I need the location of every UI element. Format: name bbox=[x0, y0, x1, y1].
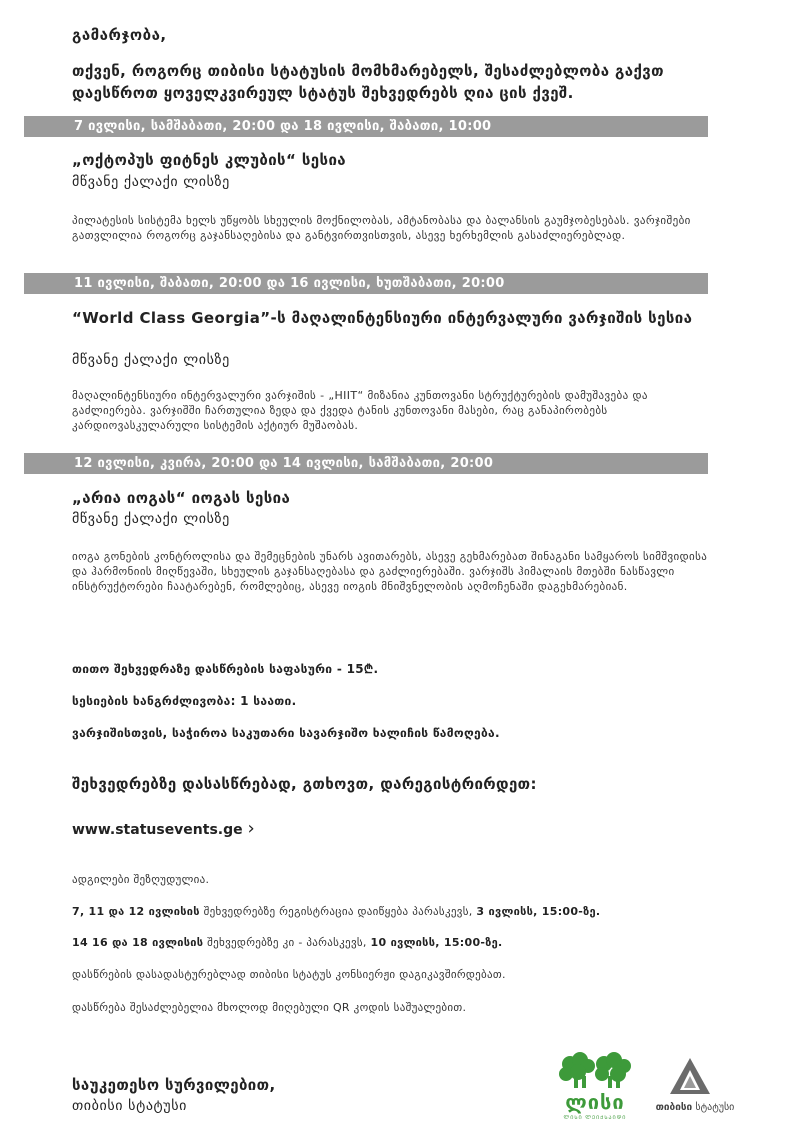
chevron-right-icon: › bbox=[247, 818, 255, 839]
intro-text: თქვენ, როგორც თიბისი სტატუსის მომხმარებელს, შესაძლებლობა გაქვთ დაესწროთ ყოველკვირეულ სტატუს შეხვედრებს ღია ცის ქვეშ. bbox=[72, 62, 664, 102]
session-2-location: მწვანე ქალაქი ლისზე bbox=[72, 352, 230, 368]
reg1-dates: 7, 11 და 12 ივლისის bbox=[72, 905, 200, 918]
signoff-line-2: თიბისი სტატუსი bbox=[72, 1098, 187, 1114]
registration-cta: შეხვედრებზე დასასწრებად, გთხოვთ, დარეგისტრირდეთ: bbox=[72, 775, 537, 793]
session-1-location: მწვანე ქალაქი ლისზე bbox=[72, 174, 230, 190]
reg2-text: შეხვედრებზე კი - პარასკევს, bbox=[203, 936, 371, 949]
reg2-start: 10 ივლისს, 15:00-ზე. bbox=[370, 936, 503, 949]
registration-link[interactable] bbox=[72, 818, 255, 839]
status-logo-light: სტატუსი bbox=[695, 1102, 735, 1113]
session-3-title: „არია იოგას“ იოგას სესია bbox=[72, 489, 291, 507]
reg1-start: 3 ივლისს, 15:00-ზე. bbox=[476, 905, 601, 918]
note-registration-2 bbox=[72, 936, 503, 949]
status-triangle-logo bbox=[668, 1056, 712, 1096]
status-logo-bold: თიბისი bbox=[655, 1102, 693, 1113]
session-1-dates: 7 ივლისი, სამშაბათი, 20:00 და 18 ივლისი, შაბათი, 10:00 bbox=[24, 116, 708, 137]
session-2-title: “World Class Georgia”-ს მაღალინტენსიური ინტერვალური ვარჯიშის სესია bbox=[72, 309, 693, 327]
session-1-description: პილატესის სისტემა ხელს უწყობს სხეულის მოქნილობას, ამტანობასა და ბალანსის გაუმჯობესებას. ვარჯიშები გათვლილია როგორც გაჯანსაღებისა და განტვირთვისთვის, ასევე ხერხემლის გასაძლიერებლად. bbox=[72, 214, 691, 242]
lisi-logo-subtext: ᲚᲘᲡᲘ ᲚᲔᲘᲥᲡᲐᲘᲓᲘ bbox=[563, 1115, 627, 1121]
note-concierge: დასწრების დასადასტურებლად თიბისი სტატუს კონსიერჟი დაგიკავშირდებათ. bbox=[72, 968, 506, 981]
info-mat: ვარჯიშისთვის, საჭიროა საკუთარი სავარჯიშო ხალიჩის წამოღება. bbox=[72, 726, 500, 740]
session-2-dates: 11 ივლისი, შაბათი, 20:00 და 16 ივლისი, ხუთშაბათი, 20:00 bbox=[24, 273, 708, 294]
note-registration-1 bbox=[72, 905, 600, 918]
session-1-title: „ოქტოპუს ფიტნეს კლუბის“ სესია bbox=[72, 151, 346, 169]
reg2-dates: 14 16 და 18 ივლისის bbox=[72, 936, 204, 949]
note-qr: დასწრება შესაძლებელია მხოლოდ მიღებული QR კოდის საშუალებით. bbox=[72, 1001, 467, 1014]
session-3-description: იოგა გონების კონტროლისა და შემეცნების უნარს ავითარებს, ასევე გეხმარებათ შინაგანი სამყაროს სიმშვიდისა და ჰარმონიის მიღწევაში, სხეულის გაჯანსაღებასა და გაძლიერებაში. ვარჯიშს ჰიმალაის მთებში ნასწავლი ინსტრუქტორები ჩაატარებენ, რომლებიც, ასევე იოგის მნიშვნელობის აღმოჩენაში დაგეხმარებიან. bbox=[72, 550, 708, 593]
info-price: თითო შეხვედრაზე დასწრების საფასური - 15₾. bbox=[72, 662, 379, 676]
signoff-line-1: საუკეთესო სურვილებით, bbox=[72, 1076, 276, 1094]
registration-url[interactable]: www.statusevents.ge bbox=[72, 822, 243, 838]
status-logo-text bbox=[640, 1102, 750, 1113]
session-3-location: მწვანე ქალაქი ლისზე bbox=[72, 511, 230, 527]
greeting: გამარჯობა, bbox=[72, 26, 167, 44]
note-limited: ადგილები შეზღუდულია. bbox=[72, 873, 210, 886]
reg1-text: შეხვედრებზე რეგისტრაცია დაიწყება პარასკევს, bbox=[199, 905, 477, 918]
lisi-logo-text: ლისი bbox=[565, 1090, 625, 1114]
session-2-description: მაღალინტენსიური ინტერვალური ვარჯიშის - „HIIT“ მიზანია კუნთოვანი სტრუქტურების დამუშავება და გაძლიერება. ვარჯიშში ჩართულია ზედა და ქვედა ტანის კუნთოვანი მასები, რაც განაპირობებს კარდიოვასკულარული სისტემის აქტიურ მუშაობას. bbox=[72, 389, 648, 432]
info-duration: სესიების ხანგრძლივობა: 1 საათი. bbox=[72, 694, 297, 708]
session-3-dates: 12 ივლისი, კვირა, 20:00 და 14 ივლისი, სამშაბათი, 20:00 bbox=[24, 453, 708, 474]
